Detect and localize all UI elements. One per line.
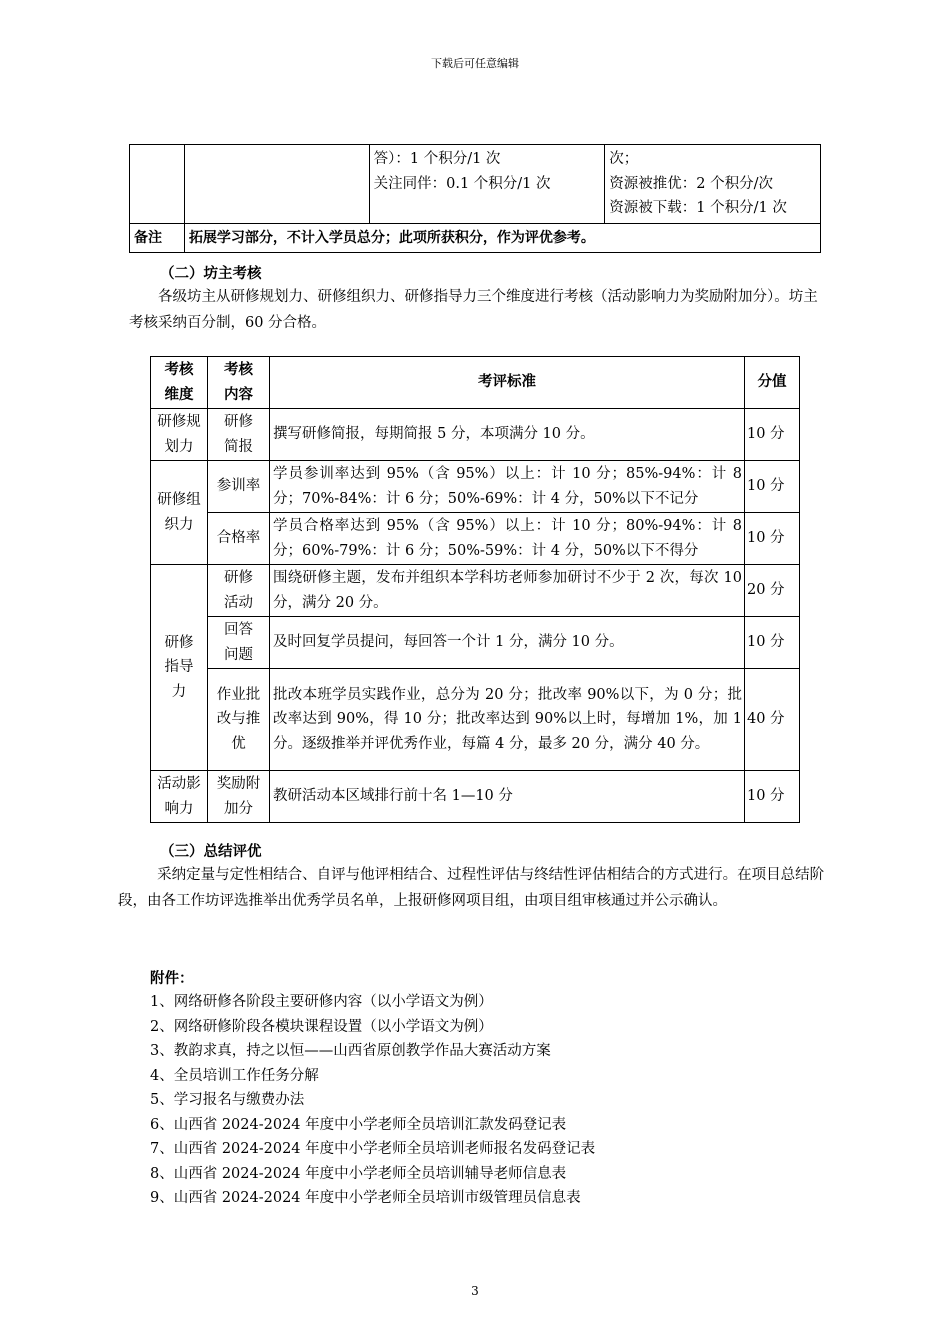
page-header-note: 下载后可任意编辑 [431,57,519,70]
host-assessment-table [150,356,800,823]
score-cell: 20 分 [745,565,800,617]
content-cell: 奖励附加分 [208,771,270,823]
header-criteria: 考评标准 [270,357,745,409]
criteria-cell: 批改本班学员实践作业，总分为 20 分；批改率 90%以下，为 0 分；批改率达到 90%，得 10 分；批改率达到 90%以上时，每增加 1%，加 1 分。逐级推举并评优秀作业，每篇 4 分，最多 20 分，满分 40 分。 [270,669,745,771]
points-line: 答）：1 个积分/1 次 [373,151,501,167]
section-heading: （三）总结评优 [160,844,262,860]
criteria-cell: 及时回复学员提问，每回答一个计 1 分，满分 10 分。 [270,617,745,669]
criteria-cell: 围绕研修主题，发布并组织本学科坊老师参加研讨不少于 2 次，每次 10 分，满分 20 分。 [270,565,745,617]
table-row [151,771,800,823]
attachments-list [150,990,595,1211]
points-line: 次； [609,151,639,167]
table-row [151,565,800,617]
remark-text: 拓展学习部分，不计入学员总分；此项所获积分，作为评优参考。 [184,223,820,253]
criteria-cell: 撰写研修简报，每期简报 5 分，本项满分 10 分。 [270,409,745,461]
section-heading: （二）坊主考核 [160,266,262,282]
header-score: 分值 [745,357,800,409]
table-row [151,513,800,565]
table-header-row [151,357,800,409]
criteria-cell: 学员合格率达到 95%（含 95%）以上：计 10 分；80%-94%：计 8 分；60%-79%：计 6 分；50%-59%：计 4 分，50%以下不得分 [270,513,745,565]
list-item: 9、山西省 2024-2024 年度中小学老师全员培训市级管理员信息表 [150,1190,581,1206]
score-cell: 10 分 [745,461,800,513]
empty-cell [184,145,369,224]
content-cell: 研修简报 [208,409,270,461]
list-item: 5、学习报名与缴费办法 [150,1092,305,1108]
criteria-cell: 教研活动本区域排行前十名 1—10 分 [270,771,745,823]
section-paragraph: 各级坊主从研修规划力、研修组织力、研修指导力三个维度进行考核（活动影响力为奖励附加分）。坊主考核采纳百分制，60 分合格。 [129,289,818,331]
points-cell [605,145,821,224]
page-number: 3 [471,1284,479,1298]
remark-label: 备注 [130,223,185,253]
list-item: 1、网络研修各阶段主要研修内容（以小学语文为例） [150,994,493,1010]
points-line: 资源被下载：1 个积分/1 次 [609,200,787,216]
score-cell: 10 分 [745,617,800,669]
score-cell: 40 分 [745,669,800,771]
table-row [130,145,821,224]
dimension-cell: 研修规划力 [151,409,208,461]
score-cell: 10 分 [745,771,800,823]
section-paragraph: 采纳定量与定性相结合、自评与他评相结合、过程性评估与终结性评估相结合的方式进行。在项目总结阶段，由各工作坊评选推举出优秀学员名单，上报研修网项目组，由项目组审核通过并公示确认。 [118,867,825,909]
score-cell: 10 分 [745,409,800,461]
criteria-cell: 学员参训率达到 95%（含 95%）以上：计 10 分；85%-94%：计 8 分；70%-84%：计 6 分；50%-69%：计 4 分，50%以下不记分 [270,461,745,513]
list-item: 4、全员培训工作任务分解 [150,1067,319,1084]
header-dimension: 考核维度 [151,357,208,409]
dimension-cell: 研修指导力 [151,565,208,771]
content-cell: 参训率 [208,461,270,513]
list-item: 8、山西省 2024-2024 年度中小学老师全员培训辅导老师信息表 [150,1165,567,1182]
score-cell: 10 分 [745,513,800,565]
content-cell: 回答问题 [208,617,270,669]
empty-cell [130,145,185,224]
table-row [151,409,800,461]
dimension-cell: 活动影响力 [151,771,208,823]
content-cell: 合格率 [208,513,270,565]
table-row [151,669,800,771]
table-row [151,617,800,669]
list-item: 2、网络研修阶段各模块课程设置（以小学语文为例） [150,1018,493,1035]
table-row [151,461,800,513]
dimension-cell: 研修组织力 [151,461,208,565]
list-item: 3、教韵求真，持之以恒——山西省原创教学作品大赛活动方案 [150,1043,551,1059]
table-row [130,223,821,253]
list-item: 6、山西省 2024-2024 年度中小学老师全员培训汇款发码登记表 [150,1116,567,1133]
points-table-continued [129,144,821,253]
attachments-heading: 附件： [150,971,194,987]
points-line: 资源被推优：2 个积分/次 [609,175,774,192]
list-item: 7、山西省 2024-2024 年度中小学老师全员培训老师报名发码登记表 [150,1141,596,1157]
points-cell [369,145,605,224]
points-line: 关注同伴：0.1 个积分/1 次 [373,175,551,192]
content-cell: 研修活动 [208,565,270,617]
header-content: 考核内容 [208,357,270,409]
content-cell: 作业批改与推优 [208,669,270,771]
